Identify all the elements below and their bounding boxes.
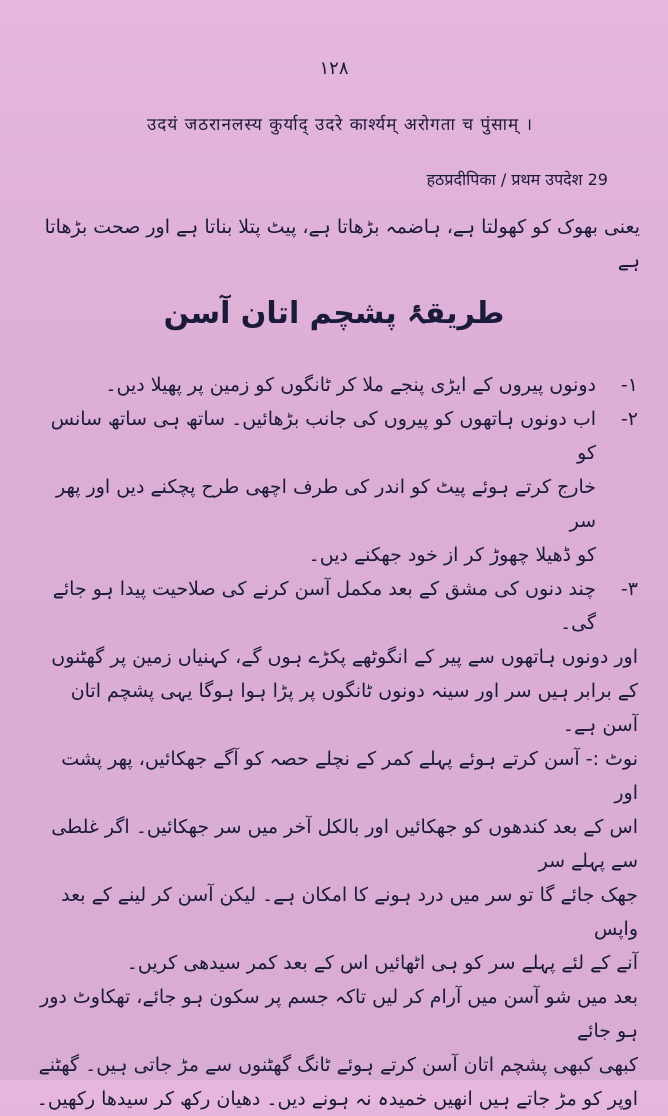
intro-text: یعنی بھوک کو کھولتا ہے، ہاضمہ بڑھاتا ہے، پیٹ پتلا بناتا ہے اور صحت بڑھاتا ہے (44, 216, 640, 272)
step-number: ۲- (620, 408, 638, 430)
step-line: کو ڈھیلا چھوڑ کر از خود جھکنے دیں۔ (308, 544, 596, 566)
note-line: نوٹ :- آسن کرتے ہوئے پہلے کمر کے نچلے حصہ کو آگے جھکائیں، پھر پشت اور (61, 748, 638, 804)
note-line: اس کے بعد کندھوں کو جھکائیں اور بالکل آخر میں سر جھکائیں۔ اگر غلطی سے پہلے سر (51, 816, 638, 872)
verse-source: हठप्रदीपिका / प्रथम उपदेश 29 (426, 170, 608, 189)
step-line: اب دونوں ہاتھوں کو پیروں کی جانب بڑھائیں۔ ساتھ ہی ساتھ سانس کو (50, 408, 596, 464)
step-line: دونوں پیروں کے ایڑی پنجے ملا کر ٹانگوں کو زمین پر پھیلا دیں۔ (105, 374, 596, 396)
section-heading: طریقۂ پشچم اتان آسن (163, 296, 505, 331)
step-number: ۳- (620, 578, 638, 600)
note-line: آنے کے لئے پہلے سر کو ہی اٹھائیں اس کے بعد کمر سیدھی کریں۔ (126, 952, 638, 974)
note-line: جھک جائے گا تو سر میں درد ہونے کا امکان ہے۔ لیکن آسن کر لینے کے بعد واپس (61, 884, 638, 940)
step-1 (34, 368, 638, 402)
step-line: کے برابر ہیں سر اور سینہ دونوں ٹانگوں پر پڑا ہوا ہوگا یہی پشچم اتان آسن ہے۔ (70, 680, 638, 736)
step-line: اور دونوں ہاتھوں سے پیر کے انگوٹھے پکڑے ہوں گے، کہنیاں زمین پر گھٹنوں (51, 646, 638, 668)
step-number: ۱- (620, 374, 638, 396)
closing-line: کبھی کبھی پشچم اتان آسن کرتے ہوئے ٹانگ گھٹنوں سے مڑ جاتی ہیں۔ گھٹنے (38, 1054, 638, 1076)
page-number: ۱۲۸ (319, 58, 349, 79)
step-3 (34, 572, 638, 640)
sanskrit-verse: उदयं जठरानलस्य कुर्याद् उदरे कार्श्यम् अरोगता च पुंसाम् । (146, 115, 534, 135)
body-text (34, 368, 638, 1116)
closing-line: اوپر کو مڑ جاتے ہیں انھیں خمیدہ نہ ہونے دیں۔ دھیان رکھ کر سیدھا رکھیں۔ (36, 1088, 638, 1110)
closing-line: بعد میں شو آسن میں آرام کر لیں تاکہ جسم پر سکون ہو جائے، تھکاوٹ دور ہو جائے (40, 986, 638, 1042)
step-line: چند دنوں کی مشق کے بعد مکمل آسن کرنے کی صلاحیت پیدا ہو جائے گی۔ (52, 578, 596, 634)
step-line: خارج کرتے ہوئے پیٹ کو اندر کی طرف اچھی طرح پچکنے دیں اور پھر سر (55, 476, 596, 532)
step-2 (34, 402, 638, 572)
